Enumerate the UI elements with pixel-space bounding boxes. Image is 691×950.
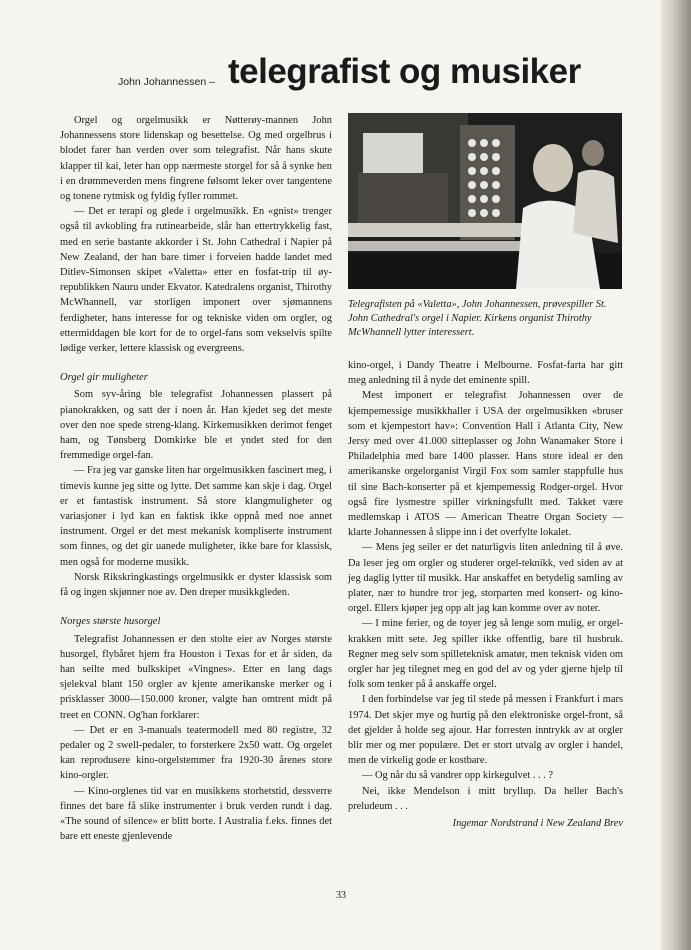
author-signature: Ingemar Nordstrand i New Zealand Brev <box>452 818 623 830</box>
paragraph: Nei, ikke Mendelson i mitt bryllup. Da heller Bach's preludeum . . . <box>348 785 623 812</box>
paragraph: kino-orgel, i Dandy Theatre i Melbourne. Fosfat-farta har gitt meg anledning til å nyde det eminente spill. <box>348 360 623 387</box>
organ-photo-illustration <box>348 113 622 289</box>
section-heading: Norges største husorgel <box>60 616 161 628</box>
paragraph: Orgel og orgelmusikk er Nøtterøy-mannen John Johannessens store lidenskap og besettelse. Og med orgelbrus i blodet farer han verden over som telegrafist. Når hans skute klapper til kai, leter han opp nærmeste storgel for så å synke hen i en drømmeverden mens fingrene følsomt leker over tangentene og tonene rytmisk og fyldig fyller rommet. <box>60 115 332 203</box>
paragraph: — Det er terapi og glede i orgelmusikk. En «gnist» trenger også til avkobling fra rutinearbeide, slår han ettertrykkelig fast, med en serie bastante akkorder i St. John Cathedral i Napier på New Zealand, der han bare timer i forveien hadde landet med Ditlev-Simonsen skipet «Valetta» etter en fosfat-trip til øy-republikken Nauru under Ekvator. Katedralens organist, Thirothy McWhannell, var storligen imponert over sjømannens ferdigheter, hans interesse for og tekniske viden om orgler, og ettermiddagen ble kort for de to orgel-fans som vekselvis spilte lødige verker, lettere klassisk og evergreens. <box>60 206 332 355</box>
article-header <box>118 50 638 92</box>
left-column <box>60 113 332 844</box>
paragraph: Norsk Rikskringkastings orgelmusikk er dyster klassisk som få og ingen skjønner noe av. Den dreper musikkgleden. <box>60 571 332 599</box>
paragraph: — Og når du så vandrer opp kirkegulvet . . . ? <box>362 770 554 782</box>
binding-spine-shadow <box>661 0 691 950</box>
article-photo <box>348 113 622 289</box>
author-byline: John Johannessen – <box>118 76 215 88</box>
paragraph: I den forbindelse var jeg til stede på messen i Frankfurt i mars 1974. Det skjer mye og hurtig på den elektroniske orgel-front, så det gjelder å holde seg ajour. Har forresten inntrykk av at orgler blir mer og mer populære. Det er stort utvalg av orgler i handel, men de virkelig gode er kostbare. <box>348 694 623 767</box>
paragraph: Som syv-åring ble telegrafist Johannessen plassert på pianokrakken, og satt der i noen år. Han kjedet seg det meste over den noe spede streng-klang. Kirkemusikken derimot fenget ham, og Tønsberg Domkirke ble et yndet sted for den fremmedige orgel-fan. <box>60 389 332 462</box>
paragraph: — I mine ferier, og de toyer jeg så lenge som mulig, er orgel-krakken mitt sete. Jeg spiller ikke offentlig, bare til husbruk. Regner meg selv som spilleteknisk amatør, men teknisk viden om orgler har jeg tilegnet meg en god del av og yder gjerne hjelp til folk som tenker på å anskaffe orgel. <box>348 618 623 691</box>
paragraph: — Mens jeg seiler er det naturligvis liten anledning til å øve. Da leser jeg om orgler og studerer orgel-teknikk, ved siden av at jeg daglig lytter til musikk. Har anskaffet en betydelig samling av plater, nær to hundre tror jeg, storparten med konsert- og kino-orgel. Ellers kjøper jeg opp alt jag kan komme over av noter. <box>348 542 623 615</box>
paragraph: — Fra jeg var ganske liten har orgelmusikken fascinert meg, i timevis kunne jeg sitte og lytte. Det samme kan skje i dag. Orgel er et fantastisk instrument. Så store klangmuligheter og variasjoner i lyd kan en faktisk ikke oppnå med noe annet instrument. Orgel er det mest mekanisk kompliserte instrument som finnes, og det gir uanede muligheter, ikke bare for klassisk, men også for moderne musikk. <box>60 465 332 568</box>
paragraph: Telegrafist Johannessen er den stolte eier av Norges største husorgel, flybåret hjem fra Houston i Texas for et år siden, da han seilte med bulkskipet «Vingnes». Etter en lang dags sjelekval blant 150 orgler av kjente amerikanske merker og i prisklasser 3000—150.000 kroner, valgte han omtrent midt på treet en CONN. Og'han forklarer: <box>60 633 332 721</box>
right-column <box>348 358 623 831</box>
section-heading: Orgel gir muligheter <box>60 372 148 384</box>
page-number: 33 <box>336 890 346 901</box>
paragraph: Mest imponert er telegrafist Johannessen over de kjempemessige musikkhaller i USA der orgelmusikken «bruser som et kjempestort hav»: Convention Hall i Atlanta City, New Jersy med over 41.000 sitteplasser og John Wanamaker Store i Philadelphia med bare 1400 plasser. Hans store ideal er den amerikanske orgelorganist Virgil Fox som samler stappfulle hus til sine Bach-konserter på et kjempemessig Rodger-orgel. Hvor også fire lysmestre spiller virkningsfullt med. Takket være medlemskap i ATOS — American Theatre Organ Society — klarte Johannessen å slippe inn i det overfylte lokalet. <box>348 390 623 539</box>
paragraph: — Det er en 3-manuals teatermodell med 80 registre, 32 pedaler og 2 swell-pedaler, to forsterkere 2x50 watt. Og orgelet kan reprodusere kino-orgelstemmer fra 1920-30 årenes store kino-orgler. <box>60 724 332 782</box>
photo-caption: Telegrafisten på «Valetta», John Johannessen, prøvespiller St. John Cathedral's orgel i Napier. Kirkens organist Thirothy McWhannell lytter interessert. <box>348 299 607 338</box>
article-title: telegrafist og musiker <box>228 52 581 91</box>
paragraph: — Kino-orglenes tid var en musikkens storhetstid, dessverre finnes det bare få slike instrumenter i bruk verden rundt i dag. «The sound of silence» er blitt borte. I Australia f.eks. finnes det bare ett eneste gjenlevende <box>60 785 332 843</box>
